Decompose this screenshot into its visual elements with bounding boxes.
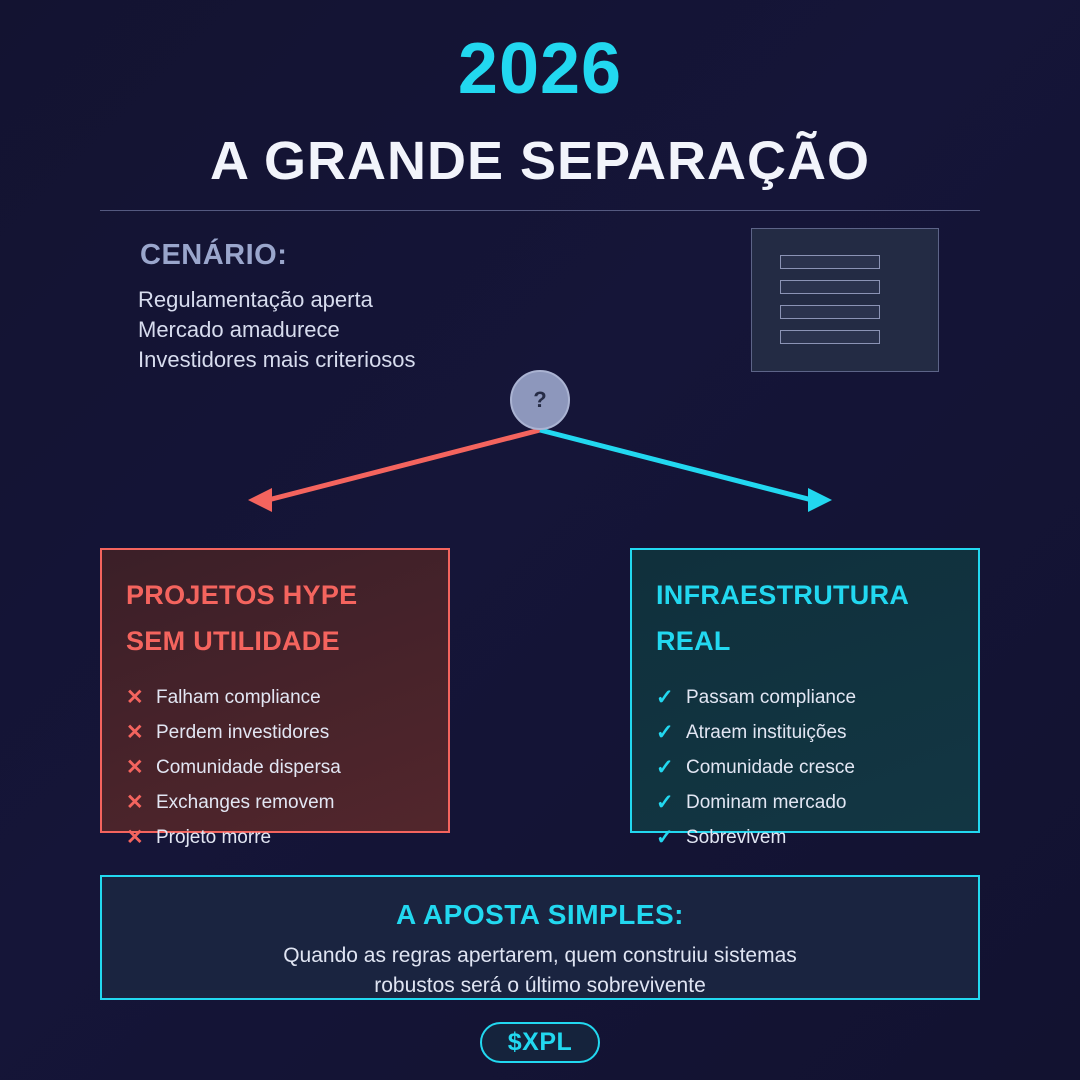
panel-item-list: [656, 680, 954, 855]
scenario-label: CENÁRIO:: [140, 239, 288, 271]
panel-hype-projects: [100, 548, 450, 849]
list-item-label: Sobrevivem: [686, 827, 787, 848]
scenario-item: Investidores mais criteriosos: [138, 347, 416, 372]
cross-icon: ✕: [126, 721, 144, 744]
document-line-icon: [780, 305, 880, 319]
check-icon: ✓: [656, 756, 674, 779]
bet-title: A APOSTA SIMPLES:: [396, 899, 684, 930]
list-item: [126, 680, 424, 715]
list-item: [126, 715, 424, 750]
list-item-label: Exchanges removem: [156, 792, 335, 813]
list-item: [656, 680, 954, 715]
list-item-label: Comunidade cresce: [686, 757, 855, 778]
list-item: [126, 750, 424, 785]
cross-icon: ✕: [126, 826, 144, 849]
document-line-icon: [780, 330, 880, 344]
cross-icon: ✕: [126, 756, 144, 779]
cross-icon: ✕: [126, 686, 144, 709]
header-divider: [100, 210, 980, 211]
document-line-icon: [780, 255, 880, 269]
scenario-item: Regulamentação aperta: [138, 287, 373, 312]
decision-node: ?: [510, 370, 570, 430]
list-item-label: Atraem instituições: [686, 722, 847, 743]
list-item-label: Perdem investidores: [156, 722, 330, 743]
panel-title-line2: SEM UTILIDADE: [126, 626, 340, 656]
list-item: [126, 820, 424, 855]
ticker-badge: $XPL: [480, 1022, 600, 1063]
list-item-label: Projeto morre: [156, 827, 272, 848]
check-icon: ✓: [656, 721, 674, 744]
list-item-label: Dominam mercado: [686, 792, 847, 813]
check-icon: ✓: [656, 791, 674, 814]
bet-callout: [100, 875, 980, 1000]
list-item: [126, 785, 424, 820]
list-item: [656, 785, 954, 820]
year-heading: 2026: [457, 29, 623, 109]
check-icon: ✓: [656, 826, 674, 849]
list-item: [656, 715, 954, 750]
document-icon: [751, 228, 939, 372]
check-icon: ✓: [656, 686, 674, 709]
list-item-label: Falham compliance: [156, 687, 321, 708]
scenario-item: Mercado amadurece: [138, 317, 340, 342]
panel-real-infrastructure: [630, 548, 980, 849]
list-item: [656, 820, 954, 855]
cross-icon: ✕: [126, 791, 144, 814]
list-item-label: Passam compliance: [686, 687, 857, 708]
bet-text-line2: robustos será o último sobrevivente: [374, 974, 706, 997]
panel-title-line2: REAL: [656, 626, 731, 656]
bet-text-line1: Quando as regras apertarem, quem construiu sistemas: [283, 944, 797, 967]
panel-item-list: [126, 680, 424, 855]
page-title: A GRANDE SEPARAÇÃO: [209, 131, 871, 191]
document-line-icon: [780, 280, 880, 294]
panel-title-line1: INFRAESTRUTURA: [656, 580, 910, 610]
bet-text: [102, 941, 978, 1001]
list-item-label: Comunidade dispersa: [156, 757, 341, 778]
list-item: [656, 750, 954, 785]
panel-title-line1: PROJETOS HYPE: [126, 580, 358, 610]
